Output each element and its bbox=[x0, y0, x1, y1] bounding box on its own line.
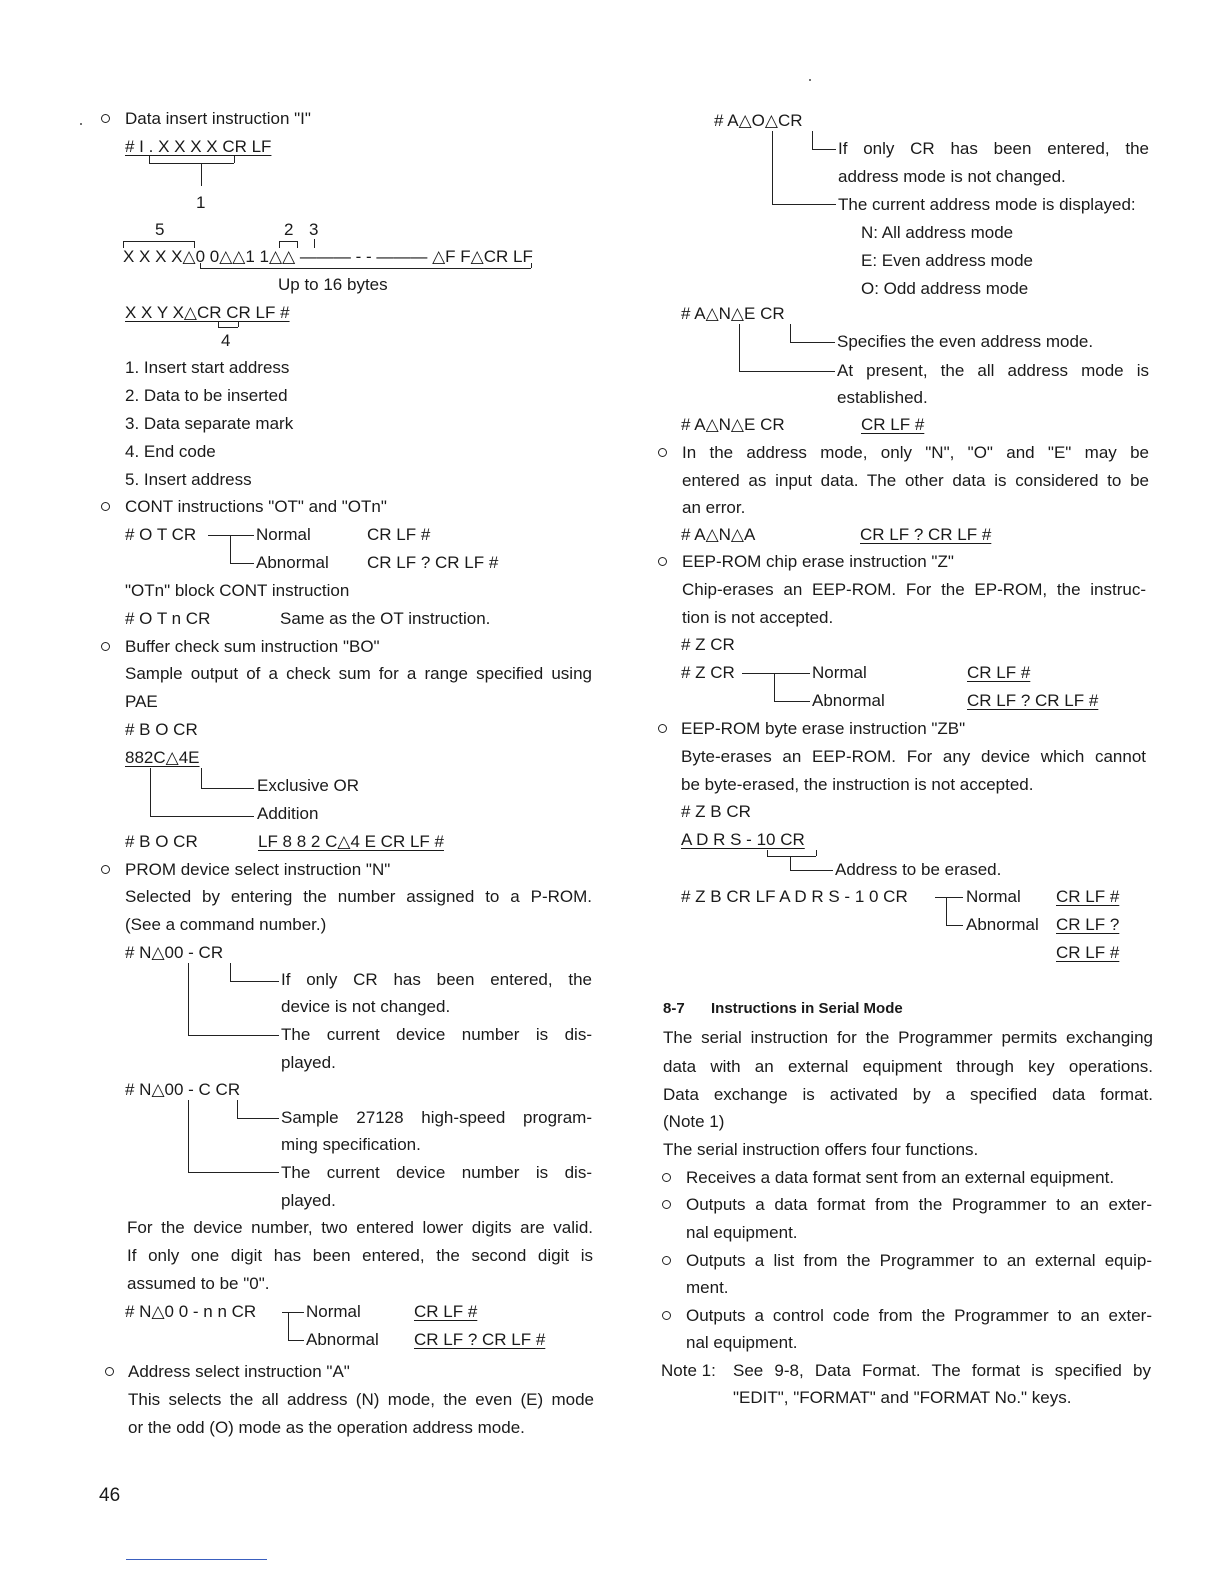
bracket-line bbox=[279, 241, 297, 242]
zb-response-command: # Z B CR LF A D R S - 1 0 CR bbox=[681, 887, 908, 906]
a-note-1: If only CR has been entered, the bbox=[838, 139, 1149, 158]
n-paragraph-1: For the device number, two entered lower digits are valid. bbox=[127, 1218, 593, 1237]
note-text-2: "EDIT", "FORMAT" and "FORMAT No." keys. bbox=[733, 1388, 1072, 1407]
bracket-line bbox=[774, 673, 775, 701]
bracket-line bbox=[238, 322, 239, 327]
bracket-line bbox=[200, 263, 201, 268]
n-abnormal: Abnormal bbox=[306, 1330, 379, 1349]
function-item-4b: nal equipment. bbox=[686, 1333, 798, 1352]
otn-description: "OTn" block CONT instruction bbox=[125, 581, 350, 600]
insert-data-line: X X X X△0 0△△1 1△△ ——— - - ——— △F F△CR LF bbox=[123, 247, 533, 266]
n-note-4b: played. bbox=[281, 1191, 336, 1210]
bracket-line bbox=[201, 788, 254, 789]
n-note-1b: device is not changed. bbox=[281, 997, 451, 1016]
n-command-2: # N△00 - C CR bbox=[125, 1080, 241, 1099]
zb-abnormal-response-2: CR LF # bbox=[1056, 943, 1120, 962]
bracket-line bbox=[201, 163, 202, 186]
insert-end-line: X X Y X△CR CR LF # bbox=[125, 303, 290, 322]
a-paragraph-3: an error. bbox=[682, 498, 746, 517]
list-item: 2. Data to be inserted bbox=[125, 386, 288, 405]
n-command-1: # N△00 - CR bbox=[125, 943, 224, 962]
bracket-line bbox=[188, 1172, 279, 1173]
bracket-line bbox=[230, 963, 231, 981]
bo-sample: 882C△4E bbox=[125, 748, 200, 767]
bullet-icon bbox=[101, 114, 110, 123]
section-paragraph-4: (Note 1) bbox=[663, 1112, 725, 1131]
a-note-4b: established. bbox=[837, 388, 928, 407]
z-normal-response: CR LF # bbox=[967, 663, 1031, 682]
z-title: EEP-ROM chip erase instruction "Z" bbox=[682, 552, 954, 571]
bracket-line bbox=[739, 371, 835, 372]
n-note-2b: played. bbox=[281, 1053, 336, 1072]
insert-mark-5: 5 bbox=[155, 220, 165, 239]
function-item-3b: ment. bbox=[686, 1278, 729, 1297]
function-item-3: Outputs a list from the Programmer to an external equip- bbox=[686, 1251, 1152, 1270]
bullet-icon bbox=[658, 557, 667, 566]
bo-addition: Addition bbox=[257, 804, 319, 823]
bracket-line bbox=[812, 149, 836, 150]
insert-mark-1: 1 bbox=[196, 193, 206, 212]
otn-command: # O T n CR bbox=[125, 609, 211, 628]
section-paragraph-1: The serial instruction for the Programmer permits exchanging bbox=[663, 1028, 1153, 1047]
otn-same: Same as the OT instruction. bbox=[280, 609, 491, 628]
a-mode-n: N: All address mode bbox=[861, 223, 1014, 242]
a-description: This selects the all address (N) mode, the even (E) mode bbox=[128, 1390, 594, 1409]
section-paragraph-2: data with an external equipment through key operations. bbox=[663, 1057, 1153, 1076]
bracket-line bbox=[234, 156, 235, 163]
n-title: PROM device select instruction "N" bbox=[125, 860, 391, 879]
a-note-2: The current address mode is displayed: bbox=[838, 195, 1136, 214]
zb-command: # Z B CR bbox=[681, 802, 751, 821]
bracket-line bbox=[946, 925, 963, 926]
a-paragraph-1: In the address mode, only "N", "O" and "E" may be bbox=[682, 443, 1149, 462]
n-paragraph-2: If only one digit has been entered, the second digit is bbox=[127, 1246, 593, 1265]
n-note-3: Sample 27128 high-speed program- bbox=[281, 1108, 592, 1127]
cont-normal-response: CR LF # bbox=[367, 525, 431, 544]
list-item: 3. Data separate mark bbox=[125, 414, 294, 433]
zb-note: Address to be erased. bbox=[835, 860, 1002, 879]
bracket-line bbox=[208, 535, 254, 536]
a-note-4: At present, the all address mode is bbox=[837, 361, 1149, 380]
z-abnormal-response: CR LF ? CR LF # bbox=[967, 691, 1099, 710]
a-mode-e: E: Even address mode bbox=[861, 251, 1033, 270]
n-paragraph-3: assumed to be "0". bbox=[127, 1274, 270, 1293]
a-response: CR LF # bbox=[861, 415, 925, 434]
a-error-response: CR LF ? CR LF # bbox=[860, 525, 992, 544]
bo-title: Buffer check sum instruction "BO" bbox=[125, 637, 380, 656]
n-note-2: The current device number is dis- bbox=[281, 1025, 592, 1044]
bracket-line bbox=[816, 850, 817, 856]
cont-abnormal-response: CR LF ? CR LF # bbox=[367, 553, 499, 572]
bullet-icon bbox=[101, 865, 110, 874]
section-paragraph-3: Data exchange is activated by a specified data format. bbox=[663, 1085, 1153, 1104]
a-paragraph-2: entered as input data. The other data is considered to be bbox=[682, 471, 1149, 490]
bullet-icon bbox=[662, 1200, 671, 1209]
z-command: # Z CR bbox=[681, 635, 735, 654]
bracket-line bbox=[201, 768, 202, 788]
bullet-icon bbox=[101, 502, 110, 511]
zb-abnormal-response: CR LF ? bbox=[1056, 915, 1120, 934]
bracket-line bbox=[790, 324, 791, 342]
insert-title: Data insert instruction "I" bbox=[125, 109, 311, 128]
insert-mark-4: 4 bbox=[221, 331, 231, 350]
zb-normal-response: CR LF # bbox=[1056, 887, 1120, 906]
bracket-line bbox=[188, 1035, 279, 1036]
a-title: Address select instruction "A" bbox=[128, 1362, 350, 1381]
bracket-line bbox=[935, 897, 963, 898]
zb-description-2: be byte-erased, the instruction is not accepted. bbox=[681, 775, 1034, 794]
bracket-line bbox=[282, 1312, 304, 1313]
n-abnormal-response: CR LF ? CR LF # bbox=[414, 1330, 546, 1349]
n-note-3b: ming specification. bbox=[281, 1135, 421, 1154]
bracket-line bbox=[123, 241, 194, 242]
insert-mark-3: 3 bbox=[309, 220, 319, 239]
cont-normal: Normal bbox=[256, 525, 311, 544]
bullet-icon bbox=[658, 724, 667, 733]
z-command-2: # Z CR bbox=[681, 663, 735, 682]
bullet-icon bbox=[662, 1311, 671, 1320]
bracket-line bbox=[790, 342, 835, 343]
bracket-line bbox=[150, 816, 254, 817]
function-item-1: Receives a data format sent from an external equipment. bbox=[686, 1168, 1115, 1187]
page-number: 46 bbox=[99, 1485, 121, 1506]
n-description: Selected by entering the number assigned to a P-ROM. bbox=[125, 887, 592, 906]
zb-title: EEP-ROM byte erase instruction "ZB" bbox=[681, 719, 966, 738]
bracket-line bbox=[230, 981, 279, 982]
bracket-line bbox=[742, 673, 810, 674]
bo-response-command: # B O CR bbox=[125, 832, 198, 851]
bracket-line bbox=[188, 963, 189, 1035]
bracket-line bbox=[230, 563, 254, 564]
bracket-line bbox=[237, 1100, 238, 1118]
bracket-line bbox=[288, 1340, 304, 1341]
bracket-line bbox=[218, 327, 238, 328]
zb-description: Byte-erases an EEP-ROM. For any device which cannot bbox=[681, 747, 1146, 766]
a-note-1b: address mode is not changed. bbox=[838, 167, 1066, 186]
bracket-line bbox=[739, 324, 740, 371]
insert-up-to: Up to 16 bytes bbox=[278, 275, 388, 294]
z-normal: Normal bbox=[812, 663, 867, 682]
bracket-line bbox=[288, 1312, 289, 1340]
bullet-icon bbox=[105, 1367, 114, 1376]
bracket-line bbox=[774, 701, 810, 702]
bracket-line bbox=[790, 856, 791, 870]
bullet-icon bbox=[101, 642, 110, 651]
a-note-3: Specifies the even address mode. bbox=[837, 332, 1094, 351]
bo-description-2: PAE bbox=[125, 692, 158, 711]
bullet-icon bbox=[662, 1256, 671, 1265]
insert-command: # I . X X X X CR LF bbox=[125, 137, 272, 156]
stray-dot bbox=[80, 123, 82, 125]
bracket-line bbox=[218, 322, 219, 327]
n-command-3: # N△0 0 - n n CR bbox=[125, 1302, 257, 1321]
bracket-line bbox=[531, 263, 532, 268]
bracket-line bbox=[772, 204, 836, 205]
bracket-line bbox=[149, 156, 150, 163]
function-item-4: Outputs a control code from the Programmer to an exter- bbox=[686, 1306, 1152, 1325]
list-item: 4. End code bbox=[125, 442, 216, 461]
bullet-icon bbox=[658, 448, 667, 457]
function-item-2b: nal equipment. bbox=[686, 1223, 798, 1242]
n-normal-response: CR LF # bbox=[414, 1302, 478, 1321]
a-response-command: # A△N△E CR bbox=[681, 415, 785, 434]
bracket-line bbox=[946, 897, 947, 925]
bullet-icon bbox=[662, 1173, 671, 1182]
note-label: Note 1: bbox=[661, 1361, 716, 1380]
n-note-1: If only CR has been entered, the bbox=[281, 970, 592, 989]
a-error-command: # A△N△A bbox=[681, 525, 756, 544]
section-paragraph-5: The serial instruction offers four functions. bbox=[663, 1140, 979, 1159]
z-abnormal: Abnormal bbox=[812, 691, 885, 710]
a-command-1: # A△O△CR bbox=[714, 111, 803, 130]
section-title: Instructions in Serial Mode bbox=[711, 1000, 903, 1017]
bo-response: LF 8 8 2 C△4 E CR LF # bbox=[258, 832, 444, 851]
cont-command: # O T CR bbox=[125, 525, 197, 544]
n-normal: Normal bbox=[306, 1302, 361, 1321]
a-mode-o: O: Odd address mode bbox=[861, 279, 1029, 298]
z-description: Chip-erases an EEP-ROM. For the EP-ROM, the instruc- bbox=[682, 580, 1146, 599]
bracket-line bbox=[149, 163, 234, 164]
bo-command: # B O CR bbox=[125, 720, 198, 739]
note-text: See 9-8, Data Format. The format is specified by bbox=[733, 1361, 1151, 1380]
list-item: 5. Insert address bbox=[125, 470, 252, 489]
cont-abnormal: Abnormal bbox=[256, 553, 329, 572]
bo-exclusive-or: Exclusive OR bbox=[257, 776, 360, 795]
footer-rule bbox=[126, 1559, 267, 1560]
section-number: 8-7 bbox=[663, 1000, 685, 1017]
bracket-line bbox=[200, 268, 531, 269]
bracket-line bbox=[812, 131, 813, 149]
n-description-2: (See a command number.) bbox=[125, 915, 327, 934]
n-note-4: The current device number is dis- bbox=[281, 1163, 592, 1182]
z-description-2: tion is not accepted. bbox=[682, 608, 834, 627]
bracket-line bbox=[230, 535, 231, 563]
cont-title: CONT instructions "OT" and "OTn" bbox=[125, 497, 387, 516]
zb-adrs: A D R S - 10 CR bbox=[681, 830, 805, 849]
bracket-line bbox=[790, 870, 833, 871]
function-item-2: Outputs a data format from the Programmer to an exter- bbox=[686, 1195, 1152, 1214]
a-command-2: # A△N△E CR bbox=[681, 304, 785, 323]
zb-normal: Normal bbox=[966, 887, 1021, 906]
bracket-line bbox=[772, 131, 773, 204]
zb-abnormal: Abnormal bbox=[966, 915, 1039, 934]
a-description-2: or the odd (O) mode as the operation address mode. bbox=[128, 1418, 525, 1437]
list-item: 1. Insert start address bbox=[125, 358, 290, 377]
bo-description: Sample output of a check sum for a range specified using bbox=[125, 664, 592, 683]
bracket-line bbox=[150, 768, 151, 816]
bracket-line bbox=[237, 1118, 279, 1119]
bracket-line bbox=[767, 856, 816, 857]
stray-dot bbox=[809, 79, 811, 81]
insert-mark-2: 2 bbox=[284, 220, 294, 239]
bracket-line bbox=[767, 850, 768, 856]
bracket-line bbox=[188, 1100, 189, 1172]
